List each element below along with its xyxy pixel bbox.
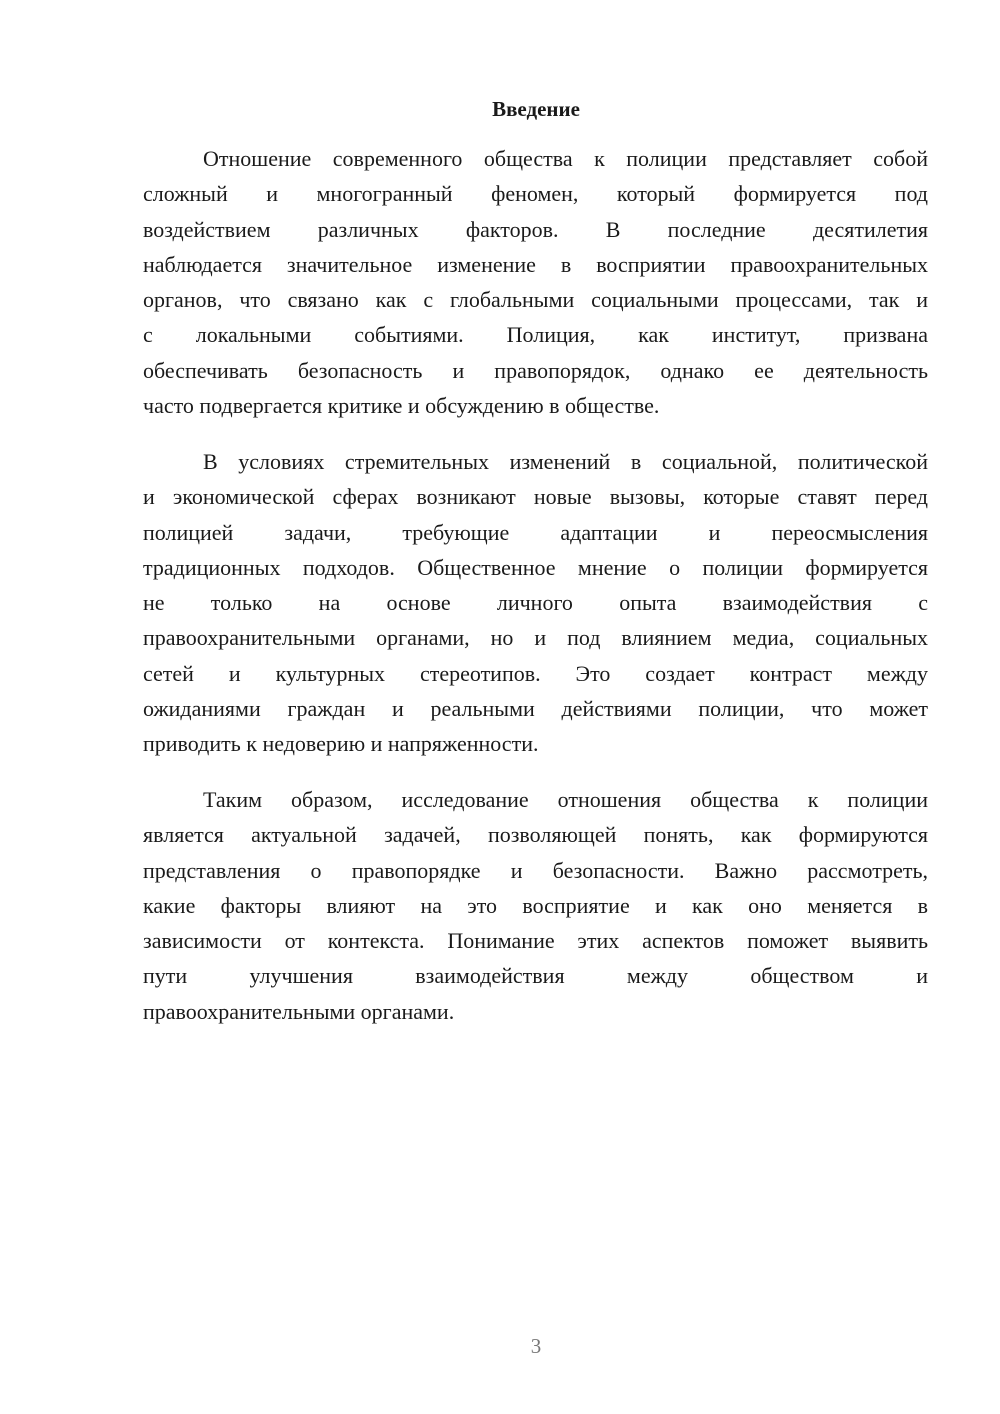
text-line: не только на основе личного опыта взаимодействия с: [143, 590, 928, 616]
page-number: 3: [530, 1334, 542, 1358]
text-line: с локальными событиями. Полиция, как институт, призвана: [143, 322, 928, 348]
text-line: обеспечивать безопасность и правопорядок, однако ее деятельность: [143, 357, 928, 383]
text-line: воздействием различных факторов. В последние десятилетия: [143, 216, 928, 242]
text-line: правоохранительными органами.: [143, 998, 455, 1024]
text-line: является актуальной задачей, позволяющей понять, как формируются: [143, 822, 928, 848]
text-line: Таким образом, исследование отношения общества к полиции: [203, 787, 928, 812]
text-line: полицией задачи, требующие адаптации и переосмысления: [143, 519, 928, 545]
text-line: и экономической сферах возникают новые вызовы, которые ставят перед: [143, 484, 928, 510]
text-line: приводить к недоверию и напряженности.: [143, 731, 539, 757]
text-line: пути улучшения взаимодействия между обществом и: [143, 963, 928, 989]
text-line: часто подвергается критике и обсуждению в обществе.: [143, 393, 660, 419]
text-line: сложный и многогранный феномен, который формируется под: [143, 181, 928, 207]
text-line: В условиях стремительных изменений в социальной, политической: [203, 449, 928, 474]
text-line: сетей и культурных стереотипов. Это создает контраст между: [143, 660, 928, 686]
paragraph-3: [143, 782, 928, 1029]
text-line: какие факторы влияют на это восприятие и как оно меняется в: [143, 892, 928, 918]
text-line: ожиданиями граждан и реальными действиями полиции, что может: [143, 696, 928, 722]
text-line: традиционных подходов. Общественное мнение о полиции формируется: [143, 554, 928, 580]
text-line: представления о правопорядке и безопасности. Важно рассмотреть,: [143, 857, 928, 883]
text-line: органов, что связано как с глобальными социальными процессами, так и: [143, 287, 928, 313]
text-line: наблюдается значительное изменение в восприятии правоохранительных: [143, 251, 928, 277]
text-line: зависимости от контекста. Понимание этих аспектов поможет выявить: [143, 928, 928, 954]
paragraph-1: [143, 141, 928, 423]
section-title: Введение: [492, 97, 580, 121]
text-line: Отношение современного общества к полиции представляет собой: [203, 146, 928, 171]
text-line: правоохранительными органами, но и под влиянием медиа, социальных: [143, 625, 928, 651]
paragraph-2: [143, 444, 928, 762]
